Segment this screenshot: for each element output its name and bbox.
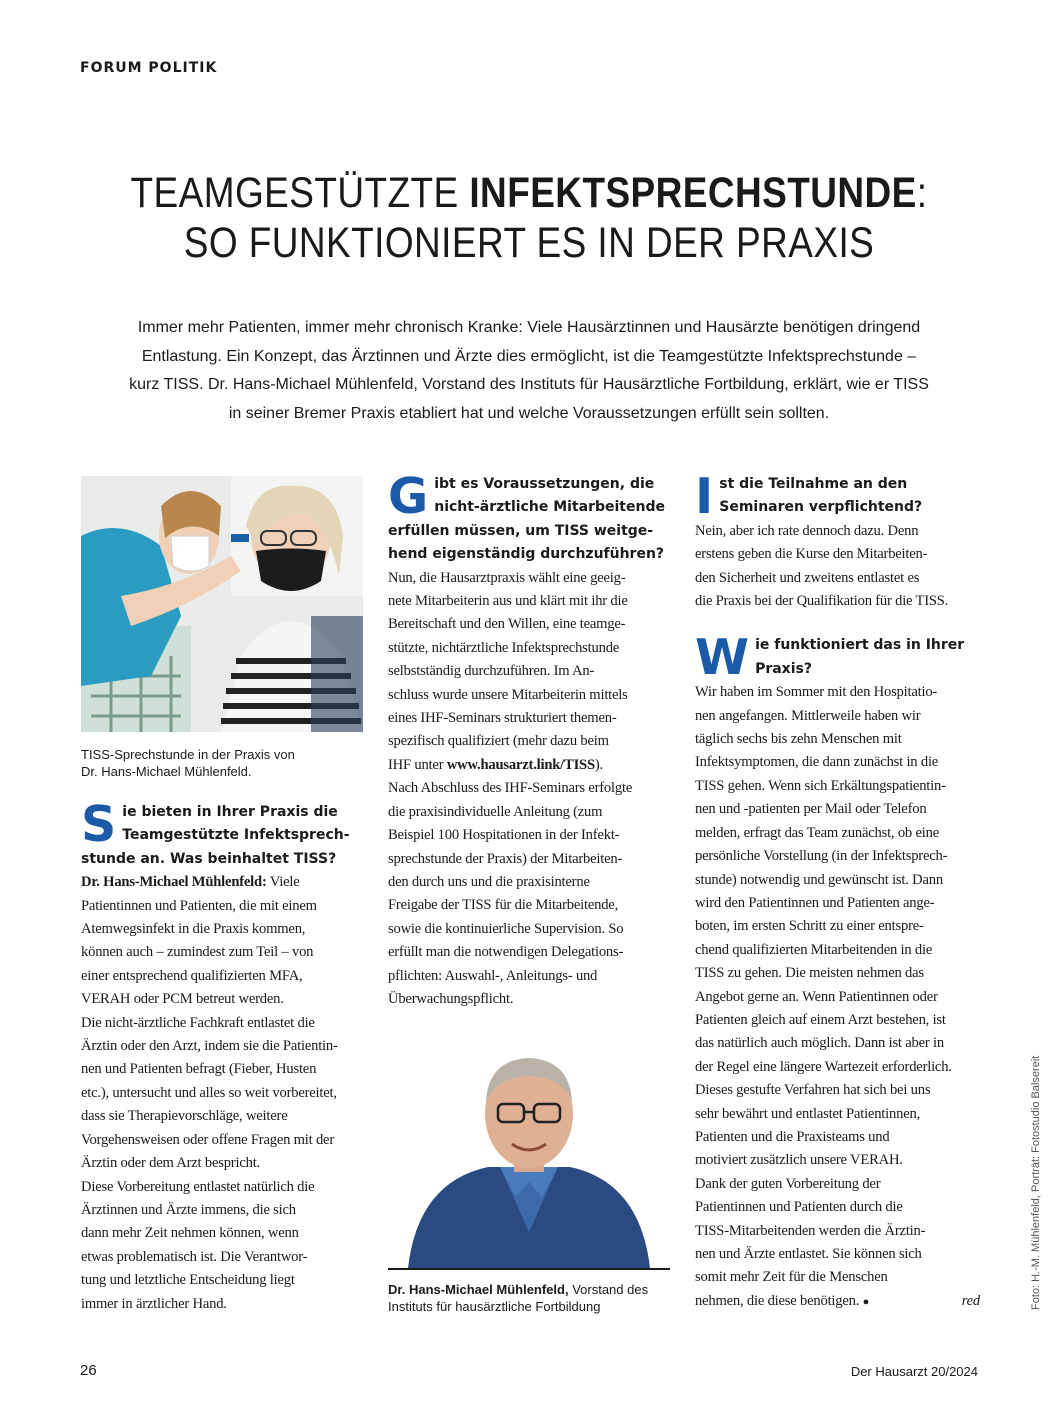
body-line: wird den Patientinnen und Patienten ange- [695, 894, 935, 911]
lead-line: Entlastung. Ein Konzept, das Ärztinnen und Ärzte dies ermöglicht, ist die Teamgestützte Infektsprechstunde – [141, 347, 917, 365]
body-line: nete Mitarbeiterin aus und klärt mit ihr die [388, 593, 628, 610]
dropcap-w: W [695, 629, 750, 687]
speaker-name: Dr. Hans-Michael Mühlenfeld: [81, 874, 267, 891]
body-line: chend qualifizierten Mitarbeitenden in die [695, 941, 933, 958]
body-line: TISS-Mitarbeitenden werden die Ärztin- [695, 1222, 926, 1239]
body-line: Die nicht-ärztliche Fachkraft entlastet die [81, 1014, 315, 1031]
body-line: persönliche Vorstellung (in der Infektsprech- [695, 848, 948, 865]
question-line: stunde an. Was beinhaltet TISS? [81, 850, 337, 867]
body-line: die Praxis bei der Qualifikation für die TISS. [695, 593, 949, 610]
article-headline [74, 168, 984, 268]
page-number: 26 [80, 1362, 97, 1379]
hausarzt-link[interactable]: www.hausarzt.link/TISS [446, 756, 595, 773]
lead-line: Immer mehr Patienten, immer mehr chronisch Kranke: Viele Hausärztinnen und Hausärzte benötigen dringend [137, 319, 921, 336]
body-line: Vorgehensweisen oder offene Fragen mit der [81, 1131, 334, 1148]
body-line: selbstständig durchzuführen. Im An- [388, 663, 595, 680]
caption-line: Dr. Hans-Michael Mühlenfeld. [81, 764, 252, 779]
portrait-caption-rest: Vorstand des [568, 1282, 649, 1297]
dropcap-i: I [695, 468, 714, 525]
column-3 [695, 468, 980, 1314]
portrait-caption-line-1 [388, 1281, 678, 1298]
question-line: nicht-ärztliche Mitarbeitende [434, 499, 665, 516]
question-line: Teamgestützte Infektsprech- [122, 827, 350, 844]
body-line: Wir haben im Sommer mit den Hospitatio- [695, 684, 938, 701]
body-line: Diese Vorbereitung entlastet natürlich die [81, 1178, 315, 1195]
caption-line: TISS-Sprechstunde in der Praxis von [81, 747, 295, 762]
headline-line-2: SO FUNKTIONIERT ES IN DER PRAXIS [183, 219, 875, 267]
answer-4 [695, 681, 980, 1314]
portrait-photo [388, 1032, 670, 1268]
body-line: Freigabe der TISS für die Mitarbeitende, [388, 897, 619, 914]
body-line: täglich sechs bis zehn Menschen mit [695, 731, 902, 748]
section-label: FORUM POLITIK [80, 60, 218, 76]
body-line: Nein, aber ich rate dennoch dazu. Denn [695, 522, 919, 539]
body-line: Patientinnen und Patienten, die mit einem [81, 897, 317, 914]
lead-line: in seiner Bremer Praxis etabliert hat und welche Voraussetzungen erfüllt sein sollten. [228, 404, 830, 422]
body-line: erfüllt man die notwendigen Delegations- [388, 944, 624, 961]
body-line: sehr bewährt und entlastet Patientinnen, [695, 1105, 921, 1122]
answer-1 [81, 871, 363, 1316]
body-line: TISS zu gehen. Die meisten nehmen das [695, 965, 924, 982]
question-line: Seminaren verpflichtend? [719, 499, 923, 516]
headline-line-1 [74, 168, 984, 218]
body-line: Dank der guten Vorbereitung der [695, 1175, 881, 1192]
body-line: nen angefangen. Mittlerweile haben wir [695, 707, 921, 724]
question-line: hend eigenständig durchzuführen? [388, 546, 665, 563]
body-line: Patienten gleich auf einem Arzt bestehen, ist [695, 1011, 946, 1028]
body-line: somit mehr Zeit für die Menschen [695, 1269, 888, 1286]
body-line: Ärztin oder den Arzt, indem sie die Patientin- [81, 1038, 338, 1055]
question-4 [695, 629, 980, 687]
question-line: Praxis? [755, 660, 812, 677]
question-2 [388, 468, 678, 567]
last-line-text: nehmen, die diese benötigen. [695, 1292, 860, 1309]
body-line: den Sicherheit und zweitens entlastet es [695, 569, 920, 586]
headline-light: TEAMGESTÜTZTE [130, 169, 470, 217]
link-line [388, 754, 678, 777]
headline-colon: : [916, 169, 928, 217]
body-line: nen und -patienten per Mail oder Telefon [695, 801, 927, 818]
body-line: tung und letztliche Entscheidung liegt [81, 1272, 295, 1289]
body-line: die praxisindividuelle Anleitung (zum [388, 803, 603, 820]
body-line: stunde) notwendig und gewünscht ist. Dann [695, 871, 943, 888]
column-1 [81, 796, 363, 1316]
link-prefix: IHF unter [388, 756, 447, 773]
practice-photo [81, 476, 363, 732]
portrait-illustration [388, 1032, 670, 1268]
question-line: ie bieten in Ihrer Praxis die [122, 804, 338, 820]
body-line: der Regel eine längere Wartezeit erforderlich. [695, 1058, 952, 1075]
body-line: motiviert zusätzlich unsere VERAH. [695, 1152, 903, 1169]
body-line: Infektsymptomen, die dann zunächst in die [695, 754, 939, 771]
body-line: stützte, nichtärztliche Infektsprechstunde [388, 639, 620, 656]
body-line: Bereitschaft und den Willen, eine teamge- [388, 616, 626, 633]
body-line: Nun, die Hausarztpraxis wählt eine geeig- [388, 569, 626, 586]
body-line: dann mehr Zeit nehmen können, wenn [81, 1225, 299, 1242]
photo-credit: Foto: H.-M. Mühlenfeld, Porträt: Fotostudio Balsereit [1030, 1055, 1042, 1310]
body-line: Atemwegsinfekt in die Praxis kommen, [81, 921, 306, 938]
body-line: erstens geben die Kurse den Mitarbeiten- [695, 546, 928, 563]
end-mark: ● [862, 1295, 870, 1308]
column-2 [388, 468, 678, 1011]
question-line: st die Teilnahme an den [719, 476, 908, 492]
body-line: pflichten: Auswahl-, Anleitungs- und [388, 967, 598, 984]
answer-2 [388, 567, 678, 1012]
body-line: VERAH oder PCM betreut werden. [81, 991, 284, 1008]
body-line: immer in ärztlicher Hand. [81, 1295, 227, 1312]
body-line: nen und Patienten befragt (Fieber, Husten [81, 1061, 317, 1078]
body-line: Ärztinnen und Ärzte immens, die sich [81, 1201, 296, 1218]
magazine-issue: Der Hausarzt 20/2024 [850, 1364, 978, 1379]
body-line: Dieses gestufte Verfahren hat sich bei uns [695, 1082, 931, 1099]
body-line: sprechstunde der Praxis) der Mitarbeiten- [388, 850, 623, 867]
body-line: Patienten und die Praxisteams und [695, 1128, 890, 1145]
portrait-caption-line-2: Instituts für hausärztliche Fortbildung [388, 1299, 601, 1314]
body-line: einer entsprechend qualifizierten MFA, [81, 967, 303, 984]
question-line: ibt es Voraussetzungen, die [434, 476, 655, 492]
question-1 [81, 796, 363, 871]
practice-photo-illustration [81, 476, 363, 732]
answer-3 [695, 520, 980, 614]
dropcap-s: S [81, 796, 117, 853]
portrait-caption-name: Dr. Hans-Michael Mühlenfeld, [388, 1282, 569, 1297]
body-line: dass sie Therapievorschläge, weitere [81, 1108, 288, 1125]
answer-first-line-rest: Viele [266, 874, 300, 891]
body-line: sowie die kontinuierliche Supervision. So [388, 920, 624, 937]
body-line: boten, im ersten Schritt zu einer entspre- [695, 918, 924, 935]
body-line: Ärztin oder dem Arzt bespricht. [81, 1155, 261, 1172]
body-line: Angebot gerne an. Wenn Patientinnen oder [695, 988, 938, 1005]
body-line: Nach Abschluss des IHF-Seminars erfolgte [388, 780, 633, 797]
body-line: das natürlich auch möglich. Dann ist aber in [695, 1035, 944, 1052]
body-line: Patientinnen und Patienten durch die [695, 1199, 903, 1216]
body-line: Überwachungspflicht. [388, 990, 514, 1007]
body-line: nen und Ärzte entlastet. Sie können sich [695, 1246, 922, 1262]
body-line: spezifisch qualifiziert (mehr dazu beim [388, 733, 609, 750]
question-line: ie funktioniert das in Ihrer [755, 637, 965, 654]
last-line [695, 1290, 980, 1314]
headline-bold: INFEKTSPRECHSTUNDE [469, 169, 917, 217]
dropcap-g: G [388, 468, 429, 525]
question-3 [695, 468, 980, 525]
body-line: eines IHF-Seminars strukturiert themen- [388, 710, 617, 727]
body-line: können auch – zumindest zum Teil – von [81, 944, 314, 961]
lead-line: kurz TISS. Dr. Hans-Michael Mühlenfeld, Vorstand des Instituts für Hausärztliche Fortbildung, erklärt, wie er TISS [129, 376, 929, 393]
question-line: erfüllen müssen, um TISS weitge- [388, 522, 654, 539]
body-line: etc.), untersucht und alles so weit vorbereitet, [81, 1084, 337, 1101]
practice-photo-caption [81, 746, 363, 780]
body-line: TISS gehen. Wenn sich Erkältungspatientin- [695, 777, 946, 794]
portrait-caption [388, 1281, 678, 1315]
portrait-rule [388, 1268, 670, 1270]
link-suffix: ). [594, 756, 603, 773]
body-line: schluss wurde unsere Mitarbeiterin mittels [388, 686, 628, 703]
answer-first-line [81, 871, 363, 894]
body-line: Beispiel 100 Hospitationen in der Infekt- [388, 827, 620, 844]
body-line: den durch uns und die praxisinterne [388, 873, 590, 890]
lead-paragraph [80, 314, 978, 428]
body-line: etwas problematisch ist. Die Verantwor- [81, 1248, 308, 1265]
author-signature: red [961, 1292, 980, 1309]
body-line: melden, erfragt das Team zunächst, ob eine [695, 824, 939, 841]
